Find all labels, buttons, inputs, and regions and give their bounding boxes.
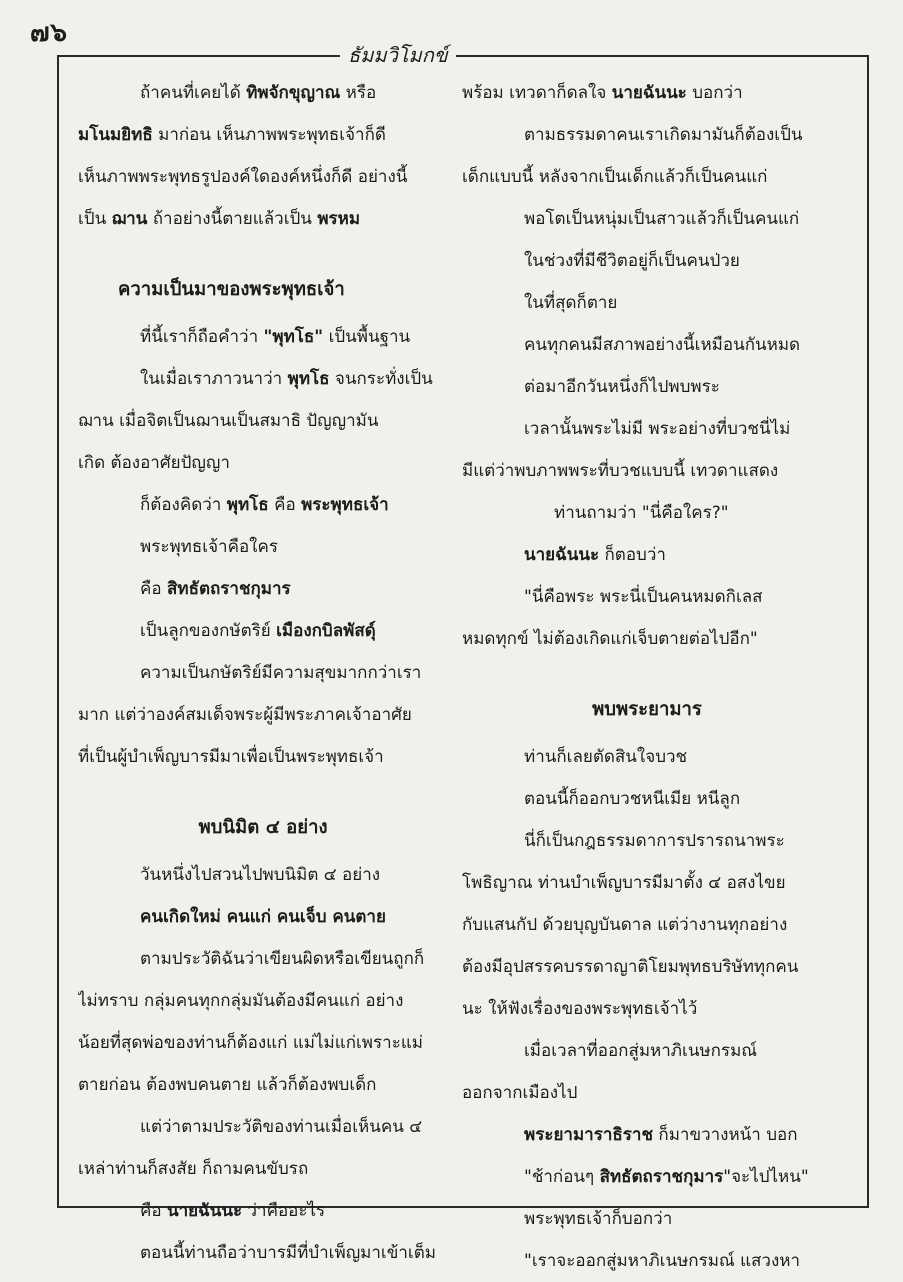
text-line: แต่ว่าตามประวัติของท่านเมื่อเห็นคน ๔: [140, 1117, 423, 1137]
section-heading: ความเป็นมาของพระพุทธเจ้า: [118, 279, 345, 300]
section-heading: พบนิมิต ๔ อย่าง: [198, 817, 328, 838]
page-number: ๗๖: [30, 18, 69, 48]
text-line: นะ ให้ฟังเรื่องของพระพุทธเจ้าไว้: [462, 999, 698, 1019]
text-line: คนเกิดใหม่ คนแก่ คนเจ็บ คนตาย: [140, 907, 386, 927]
text-line: ที่เป็นผู้บำเพ็ญบารมีมาเพื่อเป็นพระพุทธเจ้า: [78, 747, 384, 767]
text-line: น้อยที่สุดพ่อของท่านก็ต้องแก่ แม่ไม่แก่เพราะแม่: [78, 1033, 423, 1053]
text-line: ต่อมาอีกวันหนึ่งก็ไปพบพระ: [524, 377, 720, 397]
text-line: คือ สิทธัตถราชกุมาร: [140, 579, 291, 599]
text-line: นายฉันนะ ก็ตอบว่า: [524, 545, 666, 565]
text-line: ตายก่อน ต้องพบคนตาย แล้วก็ต้องพบเด็ก: [78, 1075, 377, 1095]
text-line: ฌาน เมื่อจิตเป็นฌานเป็นสมาธิ ปัญญามัน: [78, 411, 379, 431]
section-heading: พบพระยามาร: [592, 699, 702, 720]
text-line: เด็กแบบนี้ หลังจากเป็นเด็กแล้วก็เป็นคนแก่: [462, 167, 768, 187]
text-line: นี่ก็เป็นกฎธรรมดาการปรารถนาพระ: [524, 831, 785, 851]
text-line: มีแต่ว่าพบภาพพระที่บวชแบบนี้ เทวดาแสดง: [462, 461, 779, 481]
text-line: ไม่ทราบ กลุ่มคนทุกกลุ่มมันต้องมีคนแก่ อย่าง: [78, 991, 404, 1011]
text-line: พระพุทธเจ้าก็บอกว่า: [524, 1209, 673, 1229]
text-line: หมดทุกข์ ไม่ต้องเกิดแก่เจ็บตายต่อไปอีก": [462, 629, 758, 649]
text-line: คือ นายฉันนะ ว่าคืออะไร: [140, 1201, 326, 1221]
text-line: ในเมื่อเราภาวนาว่า พุทโธ จนกระทั่งเป็น: [140, 369, 433, 389]
text-line: พระพุทธเจ้าคือใคร: [140, 537, 278, 557]
text-line: ความเป็นกษัตริย์มีความสุขมากกว่าเรา: [140, 663, 422, 683]
text-line: เป็น ฌาน ถ้าอย่างนี้ตายแล้วเป็น พรหม: [78, 209, 361, 229]
text-line: มโนมยิทธิ มาก่อน เห็นภาพพระพุทธเจ้าก็ดี: [78, 125, 386, 145]
text-line: "นี่คือพระ พระนี่เป็นคนหมดกิเลส: [524, 587, 763, 607]
text-line: เกิด ต้องอาศัยปัญญา: [78, 453, 230, 473]
text-line: ที่นี้เราก็ถือคำว่า "พุทโธ" เป็นพื้นฐาน: [140, 327, 411, 347]
text-line: เหล่าท่านก็สงสัย ก็ถามคนขับรถ: [78, 1159, 309, 1179]
text-line: ในช่วงที่มีชีวิตอยู่ก็เป็นคนป่วย: [524, 251, 740, 271]
text-line: "ช้าก่อนๆ สิทธัตถราชกุมาร"จะไปไหน": [524, 1167, 809, 1187]
right-column: [462, 72, 832, 1282]
text-line: โพธิญาณ ท่านบำเพ็ญบารมีมาตั้ง ๔ อสงไขย: [462, 873, 786, 893]
text-line: ในที่สุดก็ตาย: [524, 293, 618, 313]
running-head: ธัมมวิโมกข์: [340, 39, 456, 71]
text-line: ตอนนี้ก็ออกบวชหนีเมีย หนีลูก: [524, 789, 741, 809]
text-line: พอโตเป็นหนุ่มเป็นสาวแล้วก็เป็นคนแก่: [524, 209, 800, 229]
text-line: ออกจากเมืองไป: [462, 1083, 578, 1103]
text-line: ถ้าคนที่เคยได้ ทิพจักขุญาณ หรือ: [140, 83, 377, 103]
text-line: ท่านก็เลยตัดสินใจบวช: [524, 747, 688, 767]
text-line: กับแสนกัป ด้วยบุญบันดาล แต่ว่างานทุกอย่าง: [462, 915, 788, 935]
text-line: เวลานั้นพระไม่มี พระอย่างที่บวชนี่ไม่: [524, 419, 791, 439]
text-line: ต้องมีอุปสรรคบรรดาญาติโยมพุทธบริษัททุกคน: [462, 957, 799, 977]
text-line: พร้อม เทวดาก็ดลใจ นายฉันนะ บอกว่า: [462, 83, 743, 103]
text-line: ท่านถามว่า "นี่คือใคร?": [554, 503, 729, 523]
text-line: วันหนึ่งไปสวนไปพบนิมิต ๔ อย่าง: [140, 865, 381, 885]
text-line: เห็นภาพพระพุทธรูปองค์ใดองค์หนึ่งก็ดี อย่างนี้: [78, 167, 408, 187]
text-line: ก็ต้องคิดว่า พุทโธ คือ พระพุทธเจ้า: [140, 495, 389, 515]
text-line: "เราจะออกสู่มหาภิเนษกรมณ์ แสวงหา: [524, 1251, 801, 1271]
left-column: [78, 72, 448, 1274]
text-line: มาก แต่ว่าองค์สมเด็จพระผู้มีพระภาคเจ้าอาศัย: [78, 705, 412, 725]
text-line: พระยามาราธิราช ก็มาขวางหน้า บอก: [524, 1125, 798, 1145]
text-line: ตามประวัติฉันว่าเขียนผิดหรือเขียนถูกก็: [140, 949, 425, 969]
text-line: ตอนนี้ท่านถือว่าบารมีที่บำเพ็ญมาเข้าเต็ม: [140, 1243, 436, 1263]
text-line: คนทุกคนมีสภาพอย่างนี้เหมือนกันหมด: [524, 335, 801, 355]
text-line: เมื่อเวลาที่ออกสู่มหาภิเนษกรมณ์: [524, 1041, 758, 1061]
text-line: เป็นลูกของกษัตริย์ เมืองกบิลพัสดุ์: [140, 621, 376, 641]
text-line: ตามธรรมดาคนเราเกิดมามันก็ต้องเป็น: [524, 125, 803, 145]
